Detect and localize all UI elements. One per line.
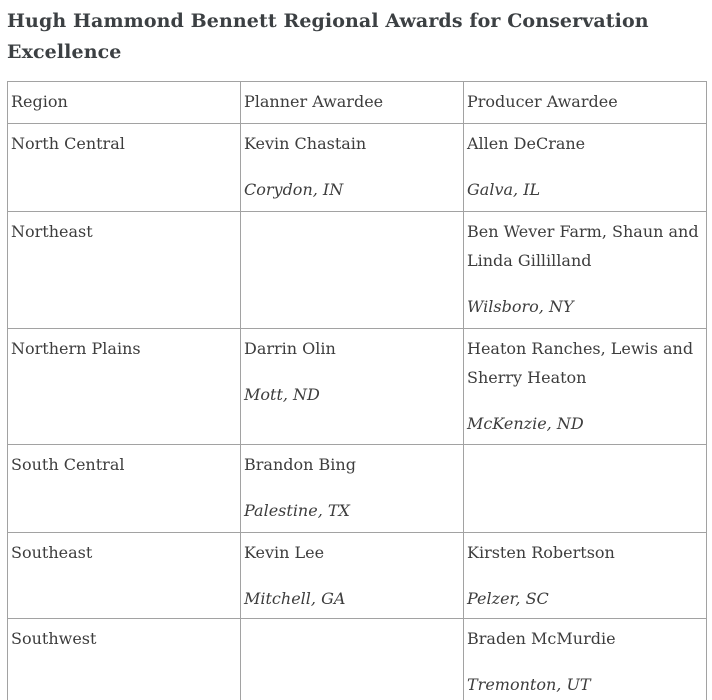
awards-table: [7, 81, 707, 700]
awardee-location: Wilsboro, NY: [467, 297, 574, 316]
region-label: Southwest: [11, 629, 97, 648]
region-label: Northeast: [11, 222, 93, 241]
table-row: [8, 445, 707, 533]
planner-awardee-cell: [241, 619, 464, 700]
awardee-location: Galva, IL: [467, 180, 541, 199]
awardee-location: Mott, ND: [244, 385, 320, 404]
awards-table-header: [8, 82, 707, 124]
producer-awardee-cell: [464, 619, 707, 700]
column-header-planner-awardee: Planner Awardee: [241, 82, 464, 124]
region-label: Northern Plains: [11, 339, 141, 358]
producer-awardee-cell: [464, 212, 707, 329]
planner-awardee-cell: [241, 124, 464, 212]
planner-awardee-cell: [241, 533, 464, 619]
awardee-location: Pelzer, SC: [467, 589, 549, 608]
awardee-name: Darrin Olin: [244, 339, 336, 358]
awardee-name: Ben Wever Farm, Shaun and Linda Gillilland: [467, 222, 699, 270]
page-title: Hugh Hammond Bennett Regional Awards for Conservation Excellence: [7, 10, 649, 63]
region-cell: [8, 329, 241, 445]
producer-awardee-cell: [464, 329, 707, 445]
region-label: North Central: [11, 134, 125, 153]
producer-awardee-cell: [464, 124, 707, 212]
awardee-name: Kirsten Robertson: [467, 543, 615, 562]
column-header-producer-awardee: Producer Awardee: [464, 82, 707, 124]
table-row: [8, 212, 707, 329]
awards-table-body: [8, 124, 707, 700]
planner-awardee-cell: [241, 329, 464, 445]
table-row: [8, 619, 707, 700]
planner-awardee-cell: [241, 212, 464, 329]
region-cell: [8, 619, 241, 700]
column-header-region: Region: [8, 82, 241, 124]
awardee-location: McKenzie, ND: [467, 414, 584, 433]
region-cell: [8, 445, 241, 533]
region-cell: [8, 212, 241, 329]
producer-awardee-cell: [464, 533, 707, 619]
region-cell: [8, 124, 241, 212]
region-label: South Central: [11, 455, 125, 474]
planner-awardee-cell: [241, 445, 464, 533]
awardee-name: Kevin Lee: [244, 543, 325, 562]
region-cell: [8, 533, 241, 619]
awardee-location: Tremonton, UT: [467, 675, 591, 694]
awardee-name: Braden McMurdie: [467, 629, 616, 648]
region-label: Southeast: [11, 543, 93, 562]
awardee-name: Kevin Chastain: [244, 134, 367, 153]
header-row: [8, 82, 707, 124]
producer-awardee-cell: [464, 445, 707, 533]
table-row: [8, 124, 707, 212]
awardee-name: Brandon Bing: [244, 455, 356, 474]
awardee-name: Heaton Ranches, Lewis and Sherry Heaton: [467, 339, 694, 387]
awardee-name: Allen DeCrane: [467, 134, 586, 153]
table-row: [8, 533, 707, 619]
awardee-location: Mitchell, GA: [244, 589, 346, 608]
awardee-location: Corydon, IN: [244, 180, 344, 199]
awardee-location: Palestine, TX: [244, 501, 350, 520]
table-row: [8, 329, 707, 445]
